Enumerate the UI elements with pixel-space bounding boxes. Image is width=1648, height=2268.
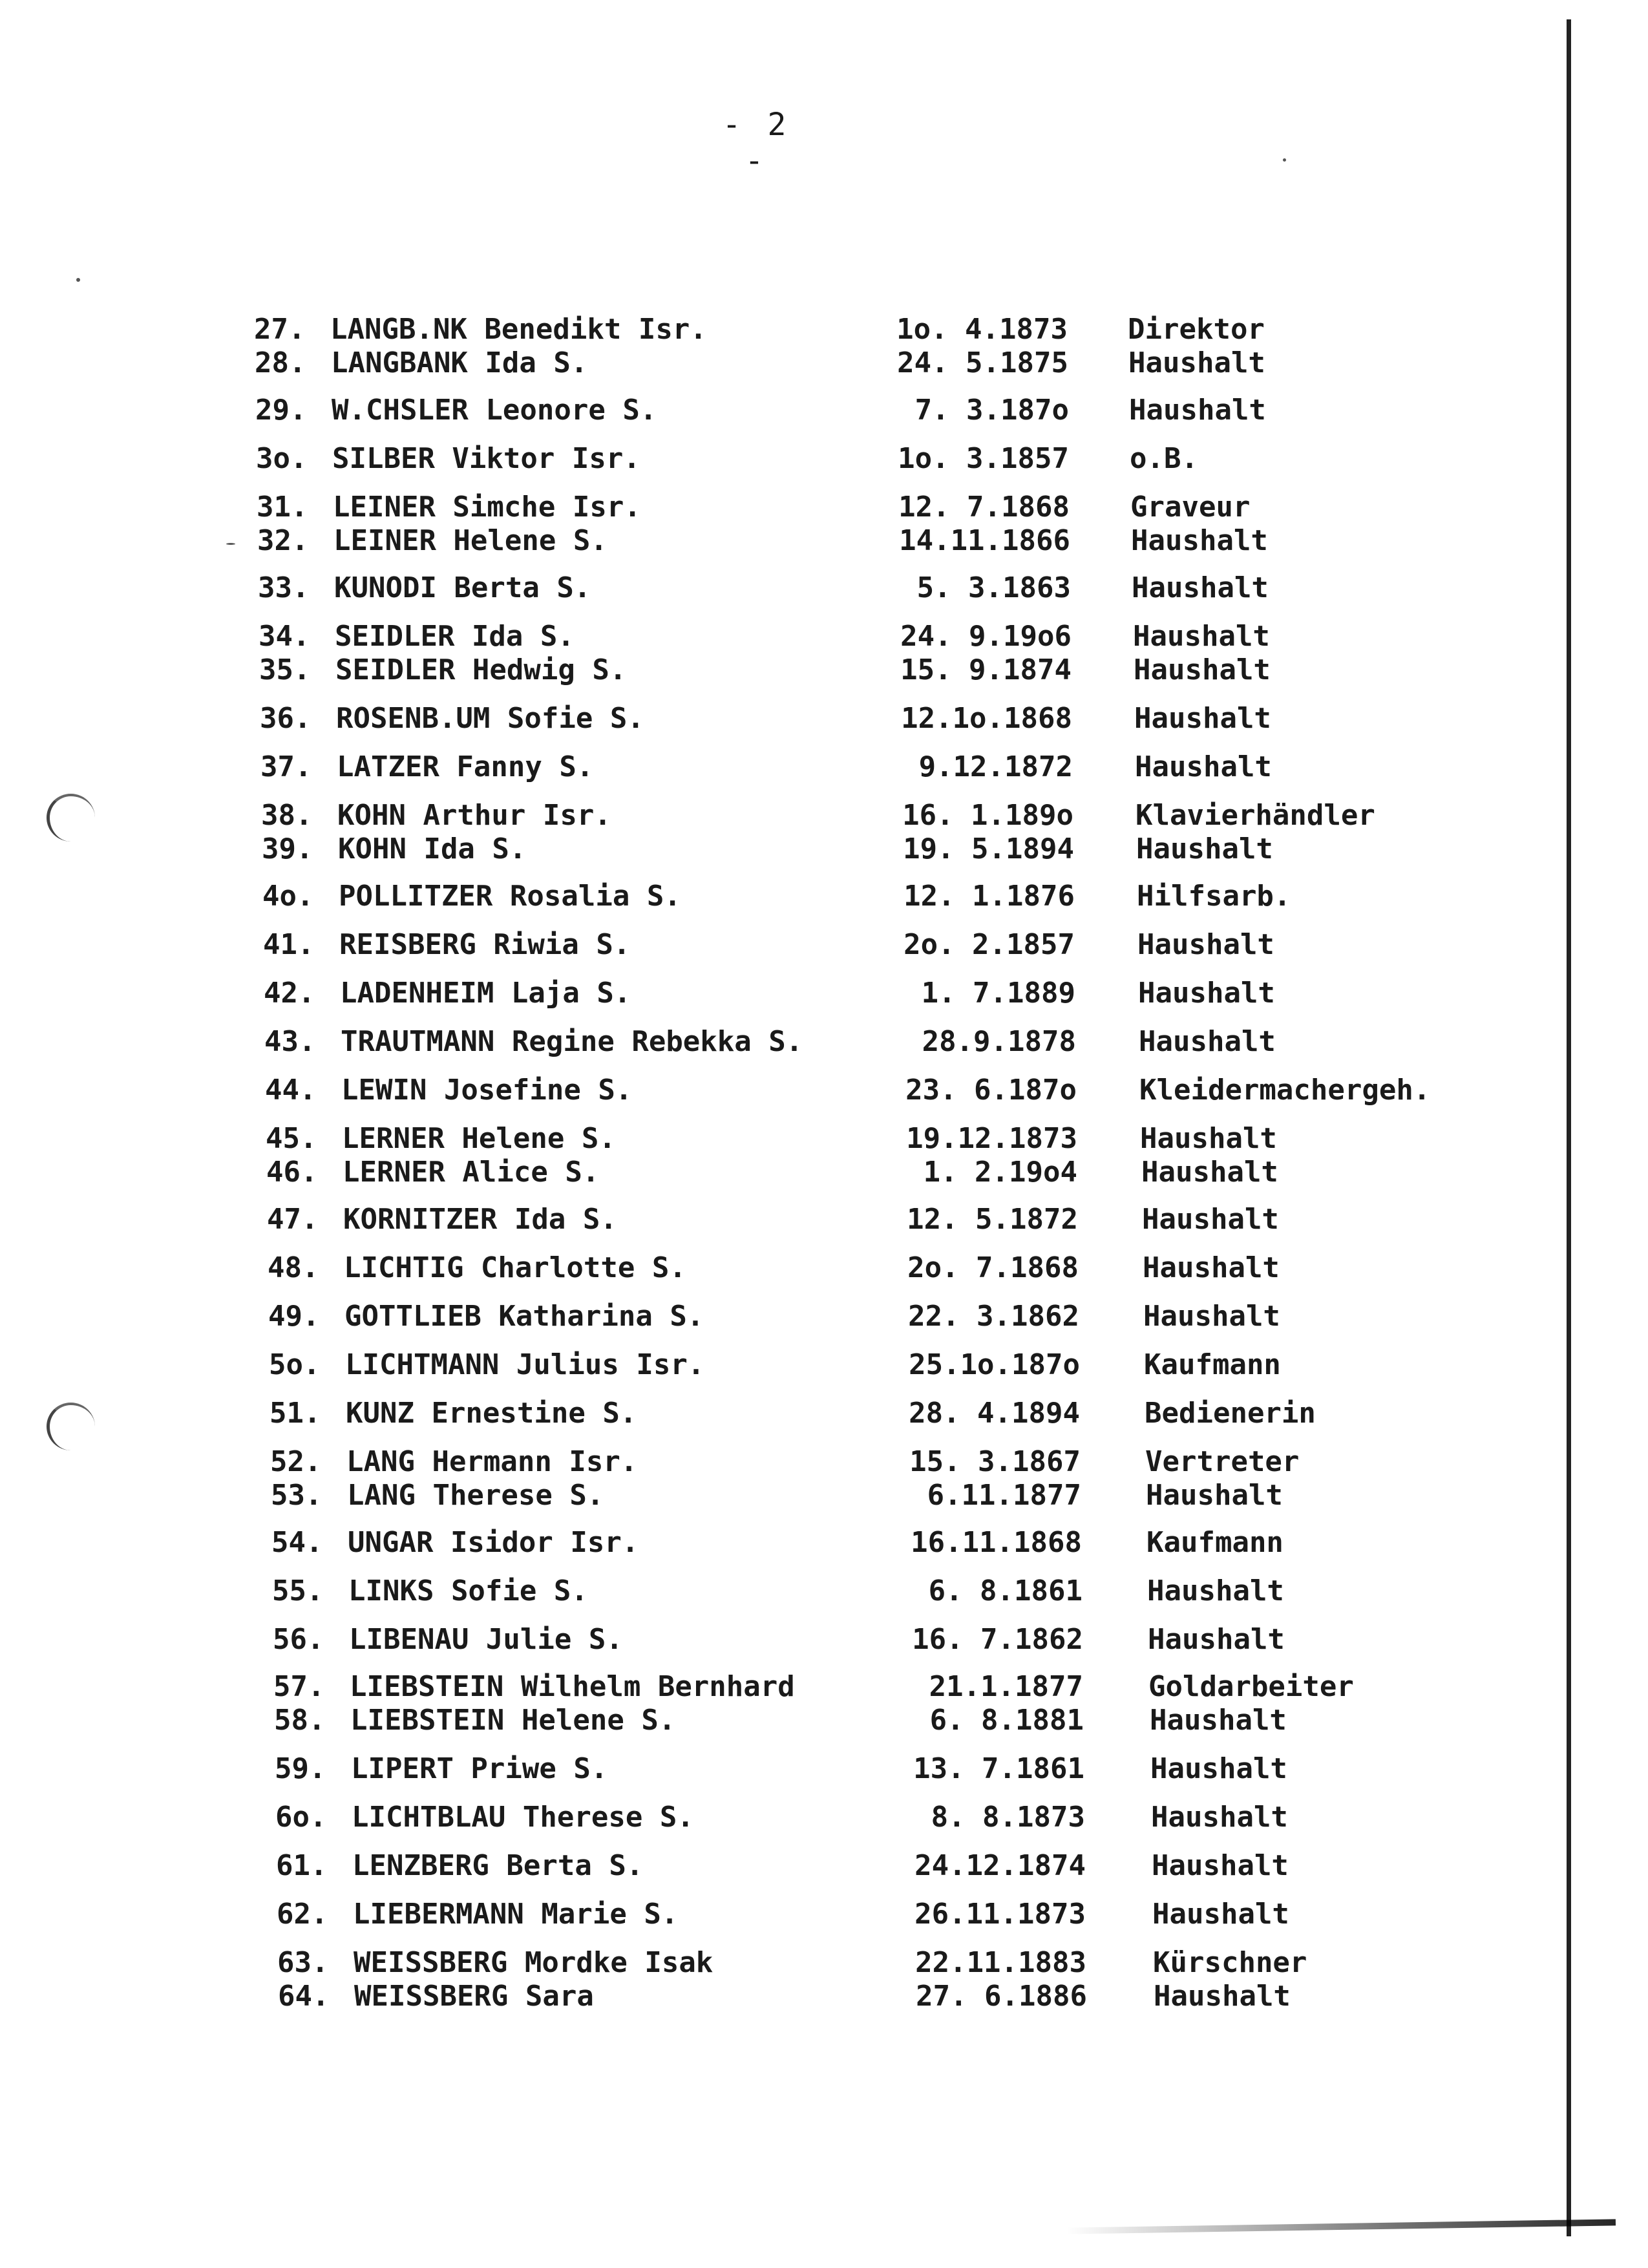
entry-name: LICHTBLAU Therese S. bbox=[352, 1801, 694, 1834]
entry-birthdate: 8. 8.1873 bbox=[931, 1801, 1085, 1834]
entry-name: LICHTMANN Julius Isr. bbox=[345, 1348, 705, 1381]
entry-occupation: Haushalt bbox=[1139, 1025, 1276, 1058]
page-number: - 2 - bbox=[722, 107, 790, 179]
entry-name: KOHN Ida S. bbox=[338, 832, 527, 865]
entry-number: 6o. bbox=[275, 1801, 327, 1834]
entry-birthdate: 6. 8.1861 bbox=[928, 1574, 1083, 1607]
entry-name: SEIDLER Ida S. bbox=[335, 620, 575, 653]
list-item bbox=[259, 654, 1486, 686]
list-item bbox=[256, 443, 1486, 475]
entry-number: 63. bbox=[277, 1946, 329, 1979]
list-item bbox=[277, 1898, 1486, 1931]
entry-occupation: Kaufmann bbox=[1146, 1526, 1284, 1559]
entry-occupation: Hilfsarb. bbox=[1137, 880, 1291, 913]
entry-birthdate: 16.11.1868 bbox=[911, 1526, 1082, 1559]
list-item bbox=[262, 880, 1486, 913]
entry-birthdate: 23. 6.187o bbox=[905, 1074, 1077, 1107]
list-item bbox=[255, 347, 1486, 379]
entry-number: 34. bbox=[259, 620, 310, 653]
entry-number: 32. bbox=[257, 524, 309, 557]
entry-number: 39. bbox=[262, 832, 313, 865]
list-item bbox=[262, 833, 1486, 865]
list-item bbox=[272, 1575, 1486, 1607]
list-item bbox=[255, 394, 1486, 427]
entry-birthdate: 12. 5.1872 bbox=[907, 1203, 1078, 1236]
entry-occupation: Haushalt bbox=[1142, 1203, 1279, 1236]
entry-birthdate: 19. 5.1894 bbox=[903, 832, 1074, 865]
entry-number: 54. bbox=[271, 1526, 323, 1559]
entry-birthdate: 2o. 7.1868 bbox=[907, 1251, 1079, 1284]
entry-name: LINKS Sofie S. bbox=[348, 1574, 588, 1607]
list-item bbox=[269, 1349, 1486, 1381]
entry-occupation: Klavierhändler bbox=[1136, 799, 1375, 832]
entry-number: 51. bbox=[269, 1397, 321, 1430]
entry-number: 59. bbox=[275, 1752, 326, 1785]
entry-number: 55. bbox=[272, 1574, 324, 1607]
entry-name: LIEBSTEIN Helene S. bbox=[350, 1704, 676, 1737]
entry-occupation: Haushalt bbox=[1128, 346, 1265, 379]
entry-occupation: Haushalt bbox=[1152, 1898, 1289, 1931]
entry-number: 31. bbox=[257, 491, 308, 524]
entry-number: 45. bbox=[266, 1122, 317, 1155]
entry-birthdate: 24.12.1874 bbox=[914, 1849, 1086, 1882]
entry-birthdate: 9.12.1872 bbox=[918, 750, 1073, 783]
list-item bbox=[264, 1026, 1486, 1058]
list-item bbox=[268, 1252, 1486, 1284]
list-item bbox=[271, 1479, 1486, 1512]
entry-number: 61. bbox=[276, 1849, 328, 1882]
entry-number: 64. bbox=[278, 1980, 330, 2013]
entry-number: 44. bbox=[265, 1074, 317, 1107]
entry-number: 33. bbox=[258, 571, 310, 604]
entry-occupation: Haushalt bbox=[1147, 1574, 1284, 1607]
entry-birthdate: 1. 7.1889 bbox=[921, 977, 1075, 1010]
list-item bbox=[260, 751, 1486, 783]
entry-birthdate: 1o. 3.1857 bbox=[898, 442, 1069, 475]
entry-birthdate: 16. 1.189o bbox=[902, 799, 1073, 832]
list-item bbox=[268, 1300, 1486, 1333]
entry-name: POLLITZER Rosalia S. bbox=[339, 880, 681, 913]
entry-occupation: Haushalt bbox=[1133, 620, 1270, 653]
list-item bbox=[274, 1704, 1486, 1737]
entry-number: 46. bbox=[266, 1156, 318, 1189]
entry-occupation: Haushalt bbox=[1136, 832, 1273, 865]
entry-birthdate: 12. 1.1876 bbox=[903, 880, 1075, 913]
list-item bbox=[278, 1980, 1486, 2013]
entry-birthdate: 28.9.1878 bbox=[922, 1025, 1076, 1058]
entry-number: 58. bbox=[274, 1704, 326, 1737]
list-item bbox=[275, 1753, 1486, 1785]
entry-occupation: Haushalt bbox=[1152, 1849, 1289, 1882]
list-item bbox=[260, 703, 1486, 735]
entry-occupation: Goldarbeiter bbox=[1148, 1670, 1354, 1703]
entry-occupation: Haushalt bbox=[1141, 1156, 1278, 1189]
entry-name: WEISSBERG Mordke Isak bbox=[354, 1946, 713, 1979]
list-item bbox=[264, 977, 1486, 1010]
entry-number: 49. bbox=[268, 1300, 320, 1333]
list-item bbox=[275, 1801, 1486, 1834]
entry-birthdate: 5. 3.1863 bbox=[916, 571, 1071, 604]
entry-occupation: Haushalt bbox=[1151, 1801, 1288, 1834]
entry-name: LANG Therese S. bbox=[347, 1479, 604, 1512]
entry-birthdate: 22. 3.1862 bbox=[908, 1300, 1079, 1333]
entry-occupation: Haushalt bbox=[1143, 1300, 1280, 1333]
entry-name: ROSENB.UM Sofie S. bbox=[336, 702, 644, 735]
entry-occupation: Haushalt bbox=[1137, 928, 1274, 961]
list-item bbox=[266, 1156, 1486, 1189]
entry-number: 47. bbox=[267, 1203, 319, 1236]
entry-birthdate: 13. 7.1861 bbox=[913, 1752, 1084, 1785]
list-item bbox=[267, 1203, 1486, 1236]
list-item bbox=[271, 1527, 1486, 1559]
entry-occupation: Haushalt bbox=[1150, 1752, 1287, 1785]
entry-name: UNGAR Isidor Isr. bbox=[348, 1526, 639, 1559]
entry-birthdate: 25.1o.187o bbox=[909, 1348, 1080, 1381]
entry-name: LANGB.NK Benedikt Isr. bbox=[330, 313, 707, 346]
entry-name: LICHTIG Charlotte S. bbox=[344, 1251, 686, 1284]
entry-occupation: Haushalt bbox=[1140, 1122, 1277, 1155]
entry-name: LIEBSTEIN Wilhelm Bernhard bbox=[350, 1670, 795, 1703]
entry-number: 52. bbox=[270, 1445, 322, 1478]
list-item bbox=[261, 800, 1486, 832]
list-item bbox=[254, 313, 1486, 346]
entry-name: LANGBANK Ida S. bbox=[331, 346, 588, 379]
entry-occupation: Haushalt bbox=[1132, 571, 1269, 604]
entry-occupation: o.B. bbox=[1130, 442, 1198, 475]
entry-occupation: Direktor bbox=[1128, 313, 1265, 346]
entry-birthdate: 12.1o.1868 bbox=[901, 702, 1072, 735]
entry-birthdate: 6. 8.1881 bbox=[929, 1704, 1084, 1737]
list-item bbox=[257, 525, 1486, 557]
list-item bbox=[273, 1624, 1486, 1656]
list-item bbox=[266, 1123, 1486, 1155]
entry-name: KUNZ Ernestine S. bbox=[346, 1397, 637, 1430]
entry-birthdate: 14.11.1866 bbox=[899, 524, 1070, 557]
entry-occupation: Haushalt bbox=[1146, 1479, 1283, 1512]
list-item bbox=[259, 620, 1486, 653]
entry-name: LIEBERMANN Marie S. bbox=[353, 1898, 679, 1931]
entry-number: 29. bbox=[255, 394, 307, 427]
entry-number: 53. bbox=[271, 1479, 322, 1512]
entry-birthdate: 24. 5.1875 bbox=[897, 346, 1068, 379]
entry-name: KORNITZER Ida S. bbox=[343, 1203, 617, 1236]
entry-birthdate: 12. 7.1868 bbox=[898, 491, 1070, 524]
entry-number: 5o. bbox=[269, 1348, 321, 1381]
entry-name: LENZBERG Berta S. bbox=[352, 1849, 644, 1882]
entry-birthdate: 15. 3.1867 bbox=[909, 1445, 1081, 1478]
entry-name: SEIDLER Hedwig S. bbox=[335, 653, 627, 686]
list-item bbox=[273, 1671, 1486, 1703]
entry-birthdate: 21.1.1877 bbox=[929, 1670, 1083, 1703]
entry-occupation: Haushalt bbox=[1148, 1623, 1285, 1656]
entry-name: LANG Hermann Isr. bbox=[346, 1445, 638, 1478]
entry-birthdate: 2o. 2.1857 bbox=[903, 928, 1075, 961]
entry-occupation: Haushalt bbox=[1135, 750, 1272, 783]
entry-number: 38. bbox=[261, 799, 313, 832]
entry-number: 42. bbox=[264, 977, 315, 1010]
entry-occupation: Haushalt bbox=[1134, 653, 1271, 686]
entry-number: 57. bbox=[273, 1670, 325, 1703]
entry-birthdate: 15. 9.1874 bbox=[900, 653, 1072, 686]
entry-number: 48. bbox=[268, 1251, 319, 1284]
entry-name: LERNER Helene S. bbox=[342, 1122, 616, 1155]
list-item bbox=[270, 1446, 1486, 1478]
entry-birthdate: 6.11.1877 bbox=[927, 1479, 1081, 1512]
entry-birthdate: 28. 4.1894 bbox=[909, 1397, 1080, 1430]
entry-number: 37. bbox=[260, 750, 312, 783]
entry-name: SILBER Viktor Isr. bbox=[332, 442, 640, 475]
entry-birthdate: 16. 7.1862 bbox=[912, 1623, 1083, 1656]
list-item bbox=[277, 1947, 1486, 1979]
entry-name: GOTTLIEB Katharina S. bbox=[344, 1300, 704, 1333]
entry-number: 62. bbox=[277, 1898, 328, 1931]
entry-occupation: Bedienerin bbox=[1145, 1397, 1316, 1430]
entry-number: 43. bbox=[264, 1025, 316, 1058]
entry-number: 3o. bbox=[256, 442, 308, 475]
entry-occupation: Haushalt bbox=[1131, 524, 1268, 557]
entry-number: 27. bbox=[254, 313, 306, 346]
entry-occupation: Vertreter bbox=[1145, 1445, 1300, 1478]
entry-occupation: Haushalt bbox=[1129, 394, 1266, 427]
entry-occupation: Haushalt bbox=[1154, 1980, 1291, 2013]
entry-birthdate: 24. 9.19o6 bbox=[900, 620, 1072, 653]
entry-name: WEISSBERG Sara bbox=[354, 1980, 594, 2013]
entry-occupation: Haushalt bbox=[1138, 977, 1275, 1010]
entry-name: LEINER Helene S. bbox=[333, 524, 607, 557]
entry-name: LERNER Alice S. bbox=[343, 1156, 600, 1189]
entry-name: KUNODI Berta S. bbox=[334, 571, 591, 604]
list-item bbox=[263, 929, 1486, 961]
entry-birthdate: 1. 2.19o4 bbox=[923, 1156, 1077, 1189]
entry-number: 56. bbox=[273, 1623, 324, 1656]
entry-number: 28. bbox=[255, 346, 306, 379]
entry-number: 4o. bbox=[262, 880, 314, 913]
list-item bbox=[269, 1397, 1486, 1430]
entry-occupation: Haushalt bbox=[1143, 1251, 1280, 1284]
entry-name: KOHN Arthur Isr. bbox=[337, 799, 611, 832]
list-item bbox=[258, 572, 1486, 604]
list-item bbox=[276, 1850, 1486, 1882]
entry-occupation: Kleidermachergeh. bbox=[1139, 1074, 1431, 1107]
entry-birthdate: 7. 3.187o bbox=[914, 394, 1069, 427]
entry-occupation: Haushalt bbox=[1150, 1704, 1287, 1737]
entry-occupation: Graveur bbox=[1130, 491, 1251, 524]
entry-birthdate: 27. 6.1886 bbox=[916, 1980, 1087, 2013]
entry-name: REISBERG Riwia S. bbox=[339, 928, 631, 961]
entry-occupation: Haushalt bbox=[1134, 702, 1271, 735]
entry-number: 35. bbox=[259, 653, 311, 686]
entry-birthdate: 26.11.1873 bbox=[914, 1898, 1086, 1931]
entry-name: TRAUTMANN Regine Rebekka S. bbox=[341, 1025, 803, 1058]
entry-name: LIPERT Priwe S. bbox=[351, 1752, 608, 1785]
entry-name: LADENHEIM Laja S. bbox=[340, 977, 631, 1010]
entry-number: 36. bbox=[260, 702, 312, 735]
entry-name: LIBENAU Julie S. bbox=[349, 1623, 623, 1656]
entry-birthdate: 22.11.1883 bbox=[915, 1946, 1086, 1979]
entry-birthdate: 19.12.1873 bbox=[906, 1122, 1077, 1155]
list-item bbox=[265, 1074, 1486, 1107]
entry-occupation: Kaufmann bbox=[1144, 1348, 1281, 1381]
list-item bbox=[257, 491, 1486, 524]
entry-number: 41. bbox=[263, 928, 315, 961]
entry-birthdate: 1o. 4.1873 bbox=[896, 313, 1068, 346]
entry-name: LEINER Simche Isr. bbox=[333, 491, 641, 524]
entry-occupation: Kürschner bbox=[1153, 1946, 1307, 1979]
entry-name: W.CHSLER Leonore S. bbox=[332, 394, 657, 427]
entry-name: LEWIN Josefine S. bbox=[341, 1074, 633, 1107]
entry-name: LATZER Fanny S. bbox=[337, 750, 594, 783]
